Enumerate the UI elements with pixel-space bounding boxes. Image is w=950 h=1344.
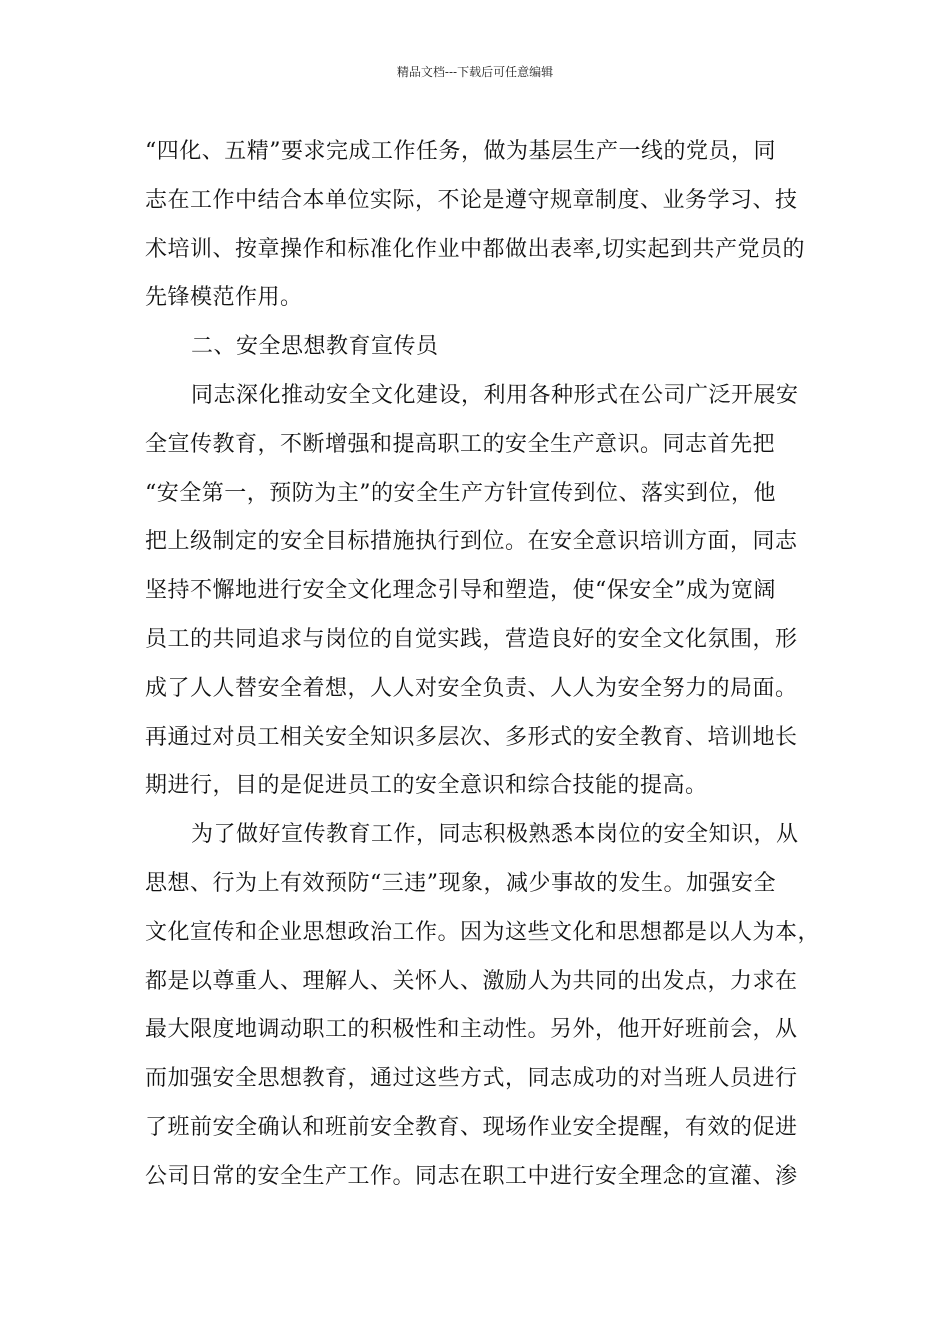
text-line: 志在工作中结合本单位实际，不论是遵守规章制度、业务学习、技 <box>145 187 798 213</box>
document-body <box>145 128 821 1202</box>
text-line: 把上级制定的安全目标措施执行到位。在安全意识培训方面，同志 <box>145 529 798 555</box>
text-line: 都是以尊重人、理解人、关怀人、激励人为共同的出发点，力求在 <box>145 968 798 994</box>
text-line: 坚持不懈地进行安全文化理念引导和塑造，使“保安全”成为宽阔 <box>145 578 776 604</box>
text-line: 最大限度地调动职工的积极性和主动性。另外，他开好班前会，从 <box>145 1017 798 1043</box>
text-line: 公司日常的安全生产工作。同志在职工中进行安全理念的宣灌、渗 <box>145 1163 798 1189</box>
text-line: “安全第一，预防为主”的安全生产方针宣传到位、落实到位，他 <box>145 480 776 506</box>
text-line: 而加强安全思想教育，通过这些方式，同志成功的对当班人员进行 <box>145 1066 798 1092</box>
text-line: 思想、行为上有效预防“三违”现象，减少事故的发生。加强安全 <box>145 870 776 896</box>
text-line: 先锋模范作用。 <box>145 285 303 311</box>
text-line: 期进行，目的是促进员工的安全意识和综合技能的提高。 <box>145 773 708 799</box>
text-line: 文化宣传和企业思想政治工作。因为这些文化和思想都是以人为本， <box>145 919 821 945</box>
text-line: 全宣传教育，不断增强和提高职工的安全生产意识。同志首先把 <box>145 431 776 457</box>
text-line: 术培训、按章操作和标准化作业中都做出表率,切实起到共产党员的 <box>145 236 805 262</box>
text-line: 成了人人替安全着想，人人对安全负责、人人为安全努力的局面。 <box>145 675 798 701</box>
page-header: 精品文档---下载后可任意编辑 <box>396 65 554 79</box>
text-line: 再通过对员工相关安全知识多层次、多形式的安全教育、培训地长 <box>145 724 798 750</box>
text-line: 同志深化推动安全文化建设，利用各种形式在公司广泛开展安 <box>191 382 799 408</box>
text-line: 了班前安全确认和班前安全教育、现场作业安全提醒，有效的促进 <box>145 1114 798 1140</box>
text-line: 员工的共同追求与岗位的自觉实践，营造良好的安全文化氛围，形 <box>145 626 798 652</box>
text-line: “四化、五精”要求完成工作任务，做为基层生产一线的党员，同 <box>145 139 776 164</box>
text-line: 为了做好宣传教育工作，同志积极熟悉本岗位的安全知识，从 <box>191 822 799 848</box>
section-heading: 二、安全思想教育宣传员 <box>191 334 439 360</box>
